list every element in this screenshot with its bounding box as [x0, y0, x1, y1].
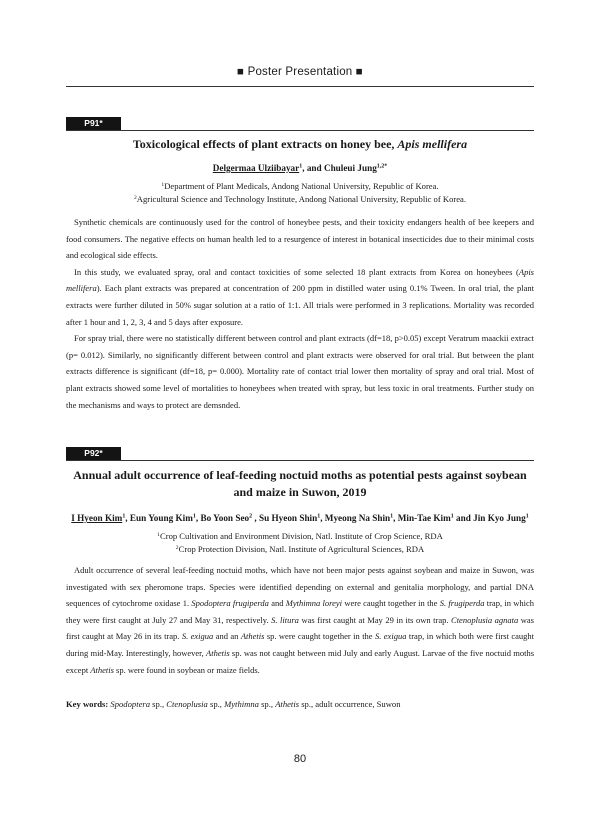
species-name: Mythimna [224, 699, 259, 709]
author-list [66, 163, 534, 173]
keywords-label: Key words: [66, 699, 109, 709]
author-superscript: 1,2* [376, 163, 388, 170]
abstract-title-text: Toxicological effects of plant extracts on honey bee, [132, 137, 398, 151]
header-rule [66, 86, 534, 87]
author-name: Jin Kyo Jung [473, 513, 526, 523]
presenting-author: Delgermaa Ulziibayar [212, 163, 300, 173]
abstract-code-badge: P92* [66, 447, 121, 460]
body-paragraph: Synthetic chemicals are continuously used for the control of honeybee pests, and their toxicity endangers health of bee keepers and food consumers. The negative effects on human health led to a resurgence of interest in botanical insecticides due to their minimal costs and ecological side effects. [66, 217, 534, 261]
affiliation-superscript: 1 [157, 531, 160, 538]
species-name: Ctenoplusia agnata [451, 614, 519, 625]
body-text: was first caught at May 29 in its own trap. [298, 614, 452, 625]
affiliation [66, 180, 534, 192]
body-text: sp. was not caught between mid July and early August. Larvae of the five noctuid moths except [66, 647, 535, 675]
affiliation-superscript: 2 [133, 194, 137, 201]
abstract-body [66, 214, 534, 413]
species-name: Mythimna loreyi [285, 598, 343, 609]
abstract-body [66, 562, 534, 678]
body-text: ). Each plant extracts was prepared at concentration of 200 ppm in distilled water using 0.1% Tween. In oral trial, the plant extracts were further diluted in 50% sugar solution at a ratio of 1:1. All trials were performed in 3 replications. Mortality was recorded after 1 hour and 1, 2, 3, 4 and 5 days after exposure. [66, 283, 534, 327]
species-name: S. exigua [181, 631, 214, 642]
body-text: and an [213, 631, 241, 642]
author-name: Su Hyeon Shin [259, 513, 318, 523]
author-superscript: 1 [192, 513, 196, 520]
abstract-rule [66, 460, 534, 461]
abstract-rule [66, 130, 534, 131]
author-superscript: 1 [299, 163, 303, 170]
body-text: sp., adult occurrence, Suwon [299, 699, 401, 709]
body-text: sp., [258, 699, 276, 709]
body-text: sp. were found in soybean or maize fields. [113, 664, 260, 675]
affiliation-text: Agricultural Science and Technology Institute, Andong National University, Republic of Korea. [136, 194, 467, 204]
page-number: 80 [293, 753, 307, 765]
abstract-title-species: Apis mellifera [397, 137, 468, 151]
author-name: Myeong Na Shin [324, 513, 391, 523]
abstract-code-badge: P91* [66, 117, 121, 130]
affiliation-text: Crop Cultivation and Environment Division, Natl. Institute of Crop Science, RDA [159, 531, 443, 541]
species-name: Athetis [275, 699, 300, 709]
affiliation-superscript: 1 [161, 181, 165, 188]
body-text: were caught together in the [342, 598, 440, 609]
affiliation [66, 193, 534, 205]
author-name: Min-Tae Kim [397, 513, 451, 523]
abstract-title [66, 136, 534, 153]
species-name: Spodoptera [110, 699, 151, 709]
author-superscript: 1 [317, 513, 321, 520]
author-separator: , and [302, 163, 324, 173]
author-name: Chuleui Jung [323, 163, 377, 173]
species-name: S. exigua [375, 631, 407, 642]
body-paragraph [66, 562, 534, 678]
author-list: I Hyeon Kim$^1$, Eun Young Kim$^1$, Bo Yoon Seo$^2$ , Su Hyeon Shin$^1$, Myeong Na Shin$^1$, Min-Tae Kim$^1$ and Jin Kyo Jung$^1$ [71, 513, 529, 523]
author-superscript: 2 [249, 513, 253, 520]
species-name: Athetis [90, 664, 114, 675]
presenting-author: I Hyeon Kim [71, 513, 123, 523]
abstract-title [66, 467, 534, 501]
affiliation [66, 543, 534, 555]
body-text: trap, in which both were first caught during mid-May. Interestingly, however, [66, 631, 535, 658]
species-name: Apis mellifera [66, 266, 534, 294]
author-name: Eun Young Kim [129, 513, 193, 523]
body-paragraph [66, 264, 534, 330]
species-name: Ctenoplusia [166, 699, 208, 709]
species-name: Athetis [240, 631, 265, 642]
affiliation [66, 530, 534, 542]
affiliation-text: Department of Plant Medicals, Andong National University, Republic of Korea. [164, 181, 439, 191]
species-name: Spodoptera frugiperda [191, 598, 269, 609]
species-name: Athetis [206, 647, 230, 658]
abstract-title-line: and maize in Suwon, 2019 [233, 485, 367, 499]
author-superscript: 1 [390, 513, 394, 520]
abstract-title-line: Annual adult occurrence of leaf-feeding noctuid moths as potential pests against soybean [73, 468, 527, 482]
body-text: sp., [150, 699, 167, 709]
running-header: ■ Poster Presentation ■ [237, 66, 363, 78]
body-text: In this study, we evaluated spray, oral and contact toxicities of some selected 18 plant extracts from Korea on honeybees ( [74, 266, 519, 277]
author-superscript: 1 [122, 513, 126, 520]
body-text: trap, in which they were first caught at July 27 and May 31, respectively. [66, 598, 535, 625]
keywords [66, 699, 534, 709]
species-name: S. frugiperda [439, 598, 485, 609]
body-text: and [268, 598, 286, 609]
author-name: Bo Yoon Seo [200, 513, 250, 523]
body-paragraph: For spray trial, there were no statistically different between control and plant extracts (df=18, p>0.05) except Veratrum maackii extract (p= 0.012). Similarly, no significantly different between control and plant extracts were observed for oral trial. But between the plant extracts difference is significant (df=18, p= 0.000). Mortality rate of contact trial lower then mortality of spray and oral trial. Most of plant extracts showed some level of mortalities to honeybees when treated with spray, but less toxic in oral treatments. Further study on the mechanisms and ways to protect are demsnded. [66, 333, 534, 410]
affiliation-superscript: 2 [175, 544, 179, 551]
author-superscript: 1 [450, 513, 454, 520]
body-text: sp., [207, 699, 225, 709]
body-text: was first caught at May 26 in its trap. [66, 614, 534, 642]
author-superscript: 1 [525, 513, 529, 520]
species-name: S. litura [271, 614, 299, 625]
body-text: sp. were caught together in the [264, 631, 375, 642]
affiliation-text: Crop Protection Division, Natl. Institute of Agricultural Sciences, RDA [178, 544, 425, 554]
body-text: Adult occurrence of several leaf-feeding noctuid moths, which have not been major pests against soybean and maize in Suwon, was investigated with sex pheromone traps. Species were identified depending on external and genitalia morphology, and partial DNA sequences of cytochrome oxidase 1. [66, 565, 534, 609]
